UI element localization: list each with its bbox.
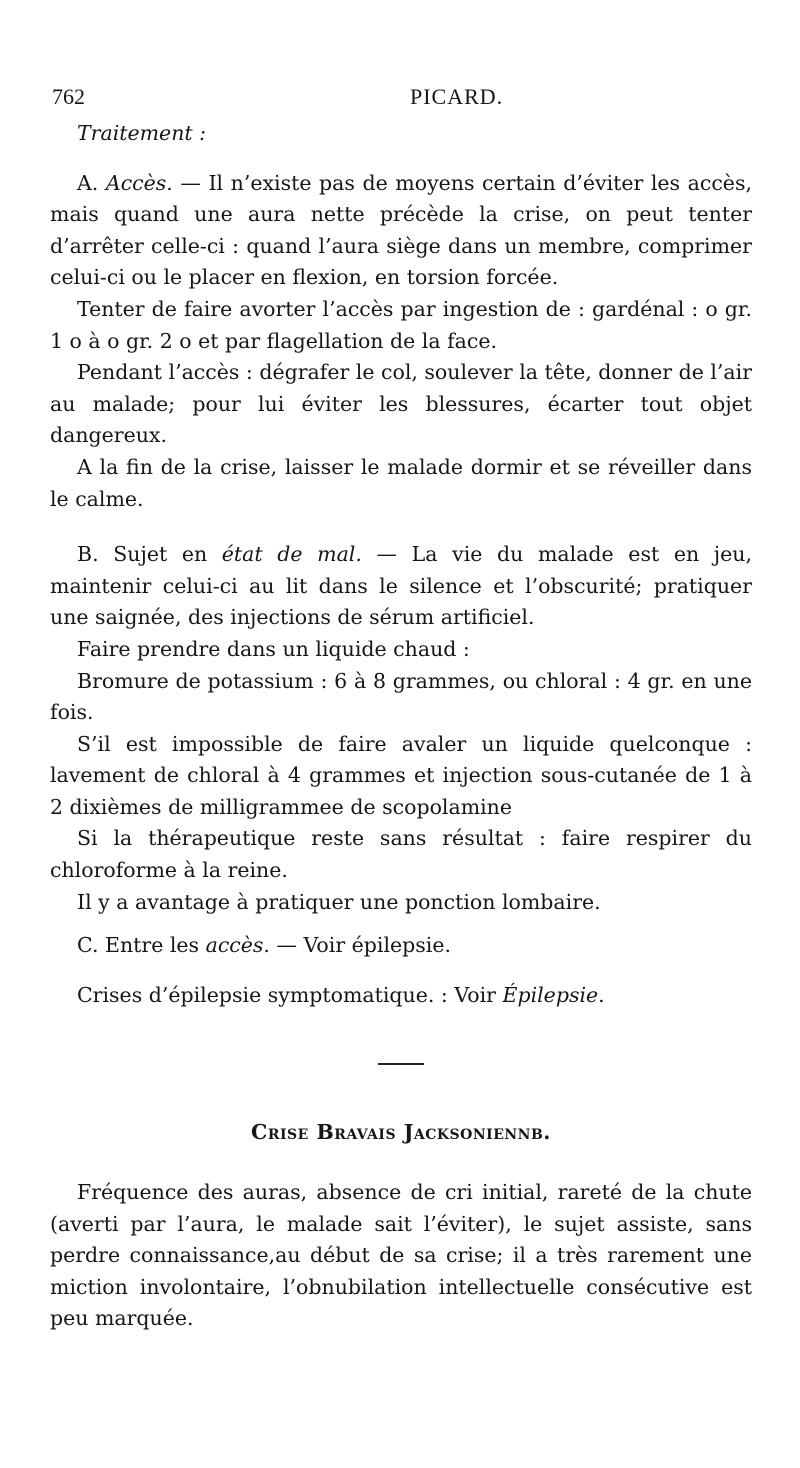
- page-body: [50, 118, 752, 1335]
- paragraph-bromure: Bromure de potassium : 6 à 8 grammes, ou chloral : 4 gr. en une fois.: [50, 668, 752, 725]
- term-etat-de-mal: état de mal.: [221, 542, 362, 567]
- section-title-bravais: Crise Bravais Jacksoniennb.: [251, 1120, 551, 1145]
- text-crises: Crises d’épilepsie symptomatique. : Voir: [77, 982, 496, 1007]
- ref-epilepsie: Épilepsie.: [502, 982, 605, 1007]
- paragraph-chloroforme: Si la thérapeutique reste sans résultat : faire respirer du chloroforme à la reine.: [50, 826, 752, 883]
- page-number: 762: [52, 84, 85, 109]
- text-c: — Voir épilepsie.: [276, 933, 451, 958]
- section-divider: [378, 1063, 424, 1065]
- paragraph-bravais-description: Fréquence des auras, absence de cri initial, rareté de la chute (averti par l’aura, le malade sait l’éviter), le sujet assiste, sans perdre connaissance,au début de sa crise; il a très rarement une miction involontaire, l’obnubilation intellectuelle consécutive est peu marquée.: [50, 1180, 752, 1331]
- term-acces-c: accès.: [205, 933, 270, 958]
- label-a: A.: [77, 170, 99, 195]
- term-acces: Accès.: [105, 170, 173, 195]
- text-a: — Il n’existe pas de moyens certain d’éviter les accès, mais quand une aura nette précède la crise, on peut tenter d’arrêter celle-ci : quand l’aura siège dans un membre, comprimer celui-ci ou le placer en flexion, en torsion forcée.: [50, 170, 752, 290]
- paragraph-pendant-acces: Pendant l’accès : dégrafer le col, soulever la tête, donner de l’air au malade; pour lui éviter les blessures, écarter tout objet dangereux.: [50, 360, 752, 448]
- paragraph-fin-crise: A la fin de la crise, laisser le malade dormir et se réveiller dans le calme.: [50, 454, 752, 511]
- paragraph-lavement: S’il est impossible de faire avaler un liquide quelconque : lavement de chloral à 4 grammes et injection sous-cutanée de 1 à 2 dixièmes de milligrammee de scopolamine: [50, 731, 752, 819]
- label-c: C. Entre les: [77, 933, 200, 958]
- section-heading-traitement: Traitement :: [77, 121, 207, 145]
- paragraph-c-entre-acces: [50, 930, 752, 962]
- paragraph-a-acces: [50, 168, 752, 294]
- label-b: B. Sujet en: [77, 542, 208, 567]
- page-header: [52, 84, 752, 114]
- paragraph-crises-symptomatiques: [50, 980, 752, 1012]
- paragraph-ponction: Il y a avantage à pratiquer une ponction lombaire.: [77, 889, 601, 914]
- paragraph-b-etat-de-mal: [50, 539, 752, 634]
- text-b: — La vie du malade est en jeu, maintenir celui-ci au lit dans le silence et l’obscurité; pratiquer une saignée, des injections de sérum artificiel.: [50, 542, 753, 630]
- running-title: PICARD.: [410, 84, 504, 109]
- paragraph-gardenal: Tenter de faire avorter l’accès par ingestion de : gardénal : o gr. 1 o à o gr. 2 o et par flagellation de la face.: [50, 296, 752, 353]
- paragraph-liquide-chaud: Faire prendre dans un liquide chaud :: [77, 636, 470, 661]
